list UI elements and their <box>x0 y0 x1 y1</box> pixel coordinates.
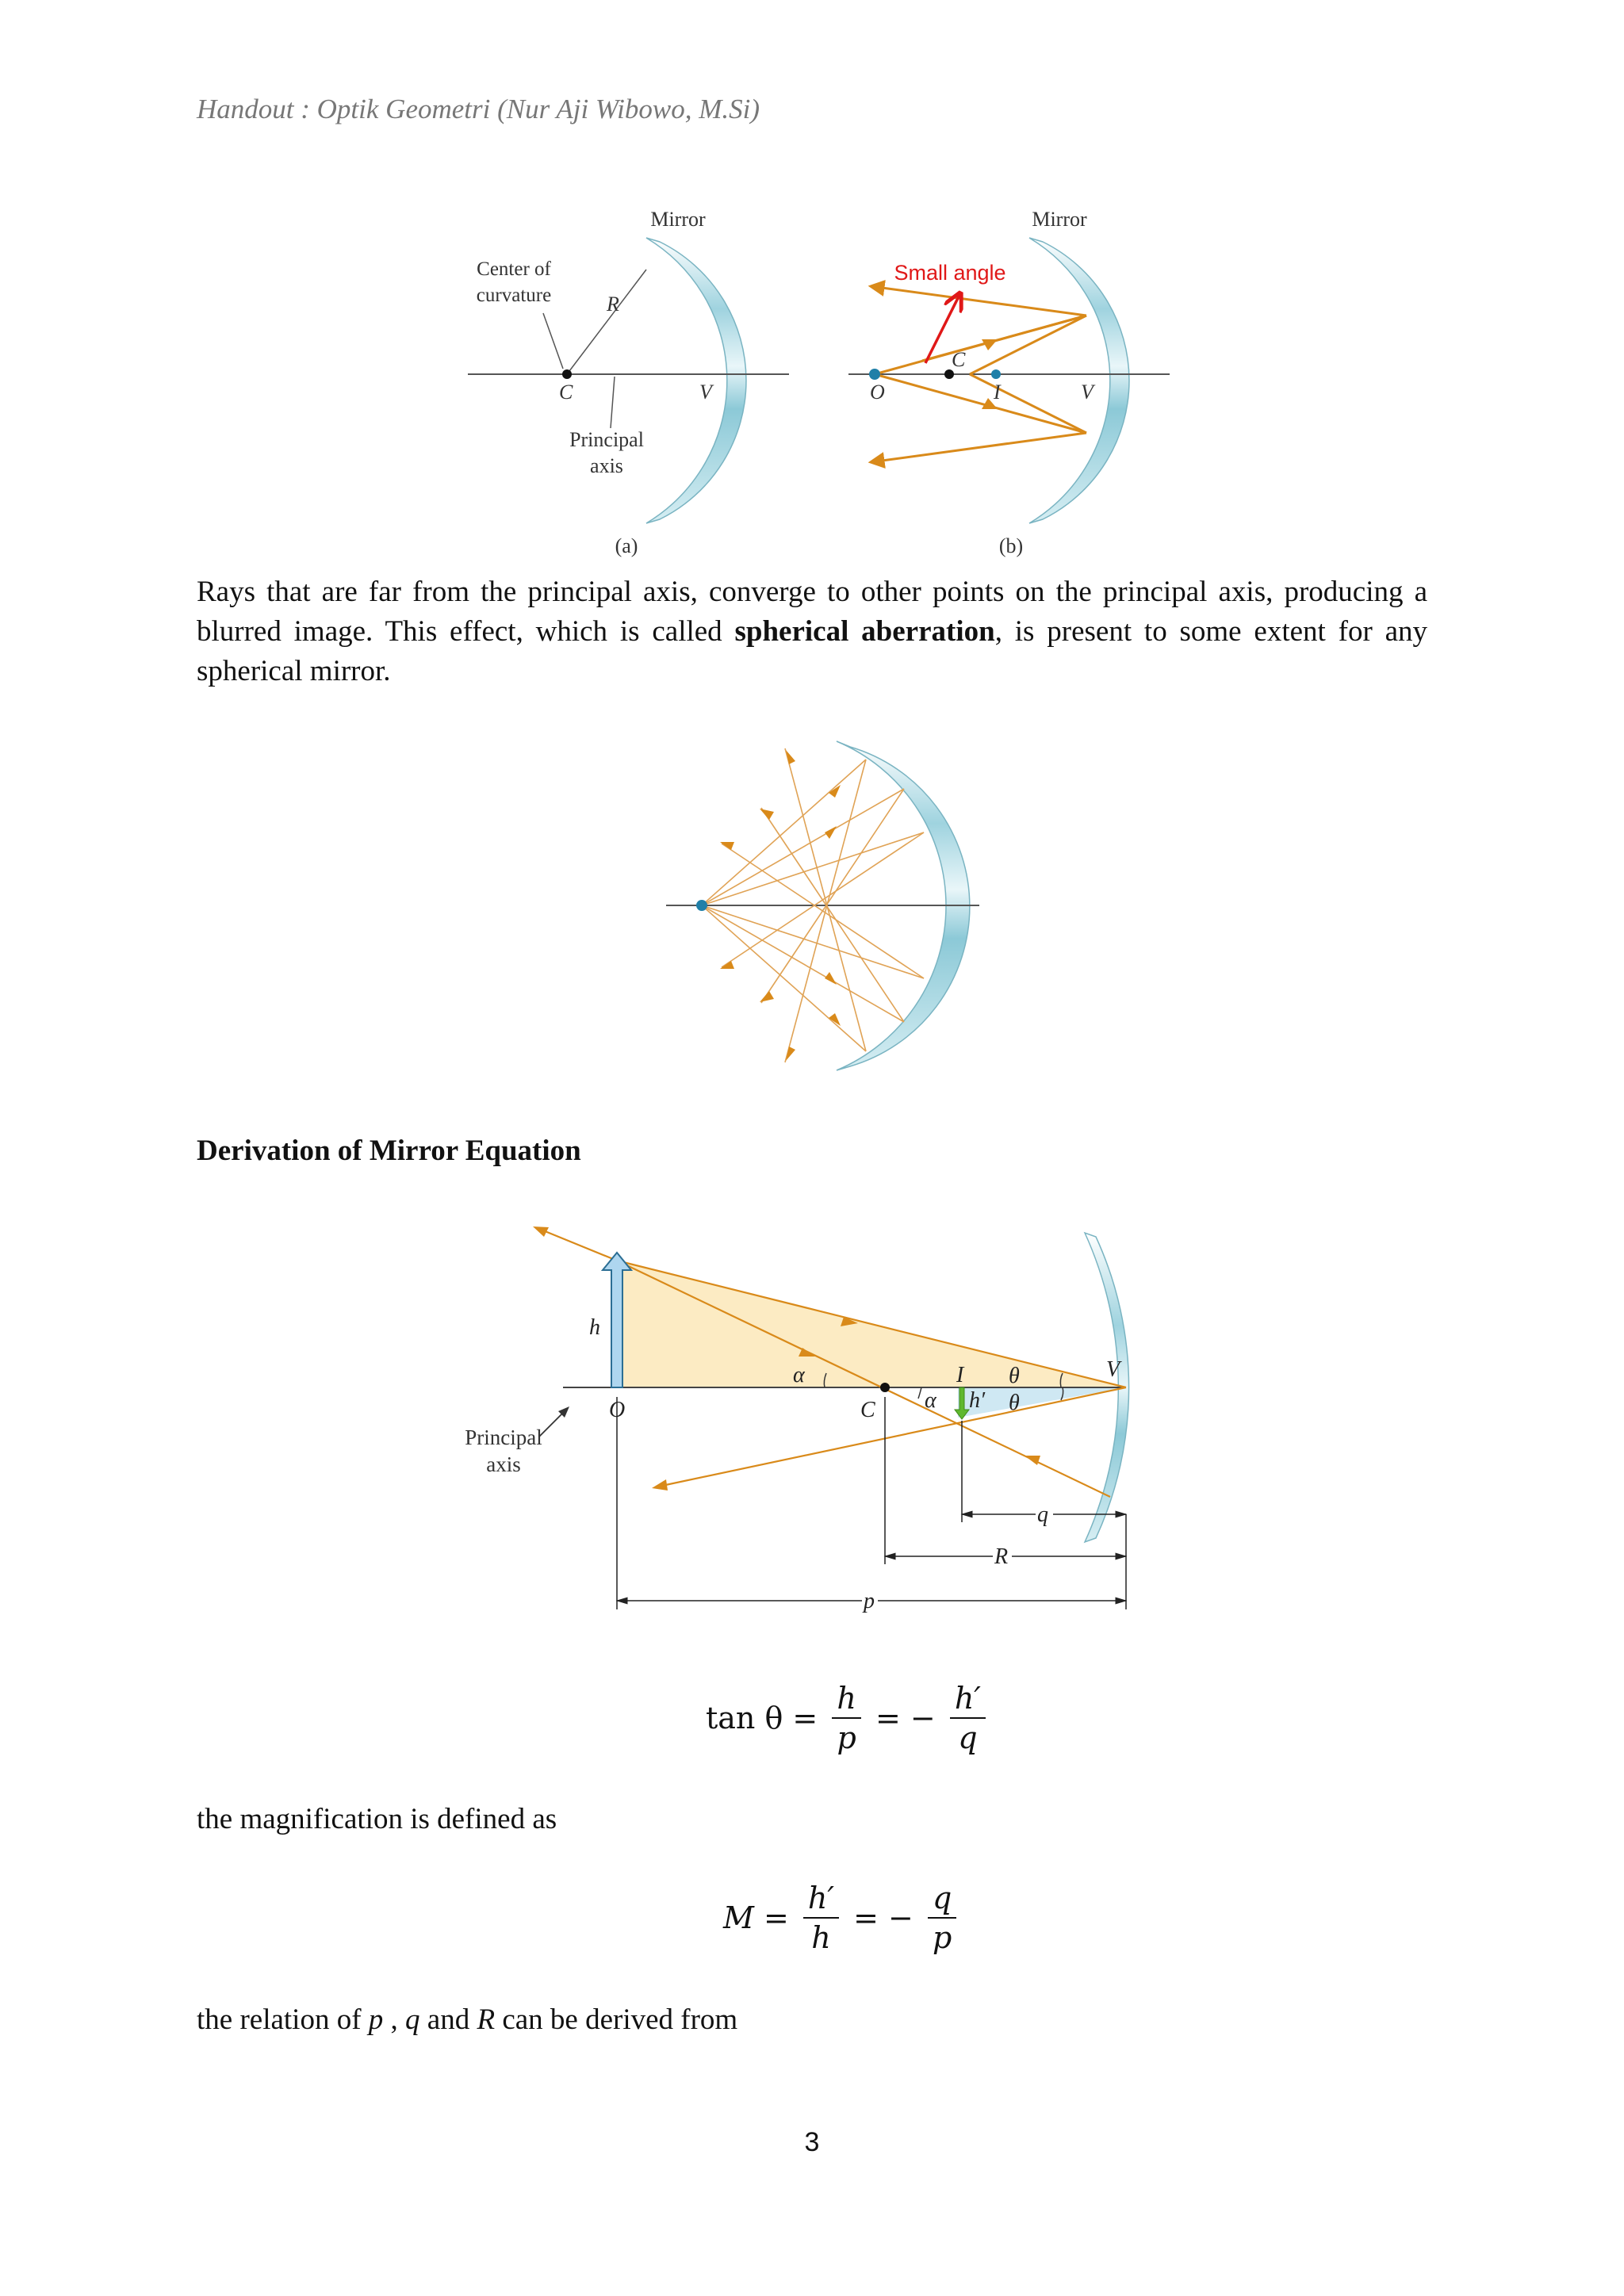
equation-tan-theta <box>706 1679 990 1757</box>
label-I: I <box>956 1363 964 1387</box>
I-label-b: I <box>994 381 1001 404</box>
relation-part1: the relation of <box>197 2003 369 2036</box>
C-label-b: C <box>952 348 966 371</box>
ab-arrow-3 <box>720 961 734 969</box>
relation-part4: can be derived from <box>495 2003 738 2036</box>
paragraph1-text-after: , is present to some extent for any spherical mirror. <box>197 615 1427 687</box>
ab-arrow-4 <box>720 842 734 850</box>
ab-arrow-10 <box>825 972 837 985</box>
relation-part3: and <box>419 2003 477 2036</box>
label-alpha-1: α <box>793 1363 805 1387</box>
label-alpha-2: α <box>925 1388 936 1413</box>
center-point-derivation <box>880 1383 890 1392</box>
paragraph1-text-before: Rays that are far from the principal axis, converge to other points on the principal axis, producing a blurred image. This effect, which is called <box>197 576 1427 648</box>
eq2-fraction-2 <box>928 1879 956 1957</box>
relation-R: R <box>477 2003 496 2036</box>
alpha-arc-2 <box>918 1387 921 1399</box>
section-heading: Derivation of Mirror Equation <box>197 1135 581 1167</box>
label-p: p <box>864 1589 875 1613</box>
relation-text <box>197 2000 1427 2040</box>
caption-a: (a) <box>615 534 638 557</box>
label-q: q <box>1037 1502 1048 1527</box>
ab-arrow-2 <box>760 809 774 820</box>
eq2-f1-num: h′ <box>803 1879 839 1919</box>
eq2-f2-num: q <box>928 1879 956 1919</box>
V-label-a: V <box>699 381 712 404</box>
page-header: Handout : Optik Geometri (Nur Aji Wibowo, M.Si) <box>197 94 760 124</box>
mirror-label-b: Mirror <box>1032 208 1087 231</box>
figure-spherical-aberration <box>666 729 999 1078</box>
eq1-f1-den: p <box>837 1720 856 1755</box>
center-label-2: curvature <box>476 285 552 306</box>
small-angle-label: Small angle <box>894 261 1006 285</box>
ab-ray-12 <box>785 748 866 1051</box>
eq2-lhs: M = <box>723 1900 789 1935</box>
eq2-mid: = − <box>853 1900 914 1935</box>
caption-b: (b) <box>998 534 1024 557</box>
ab-ray-8 <box>722 844 924 978</box>
panel-b <box>848 208 1170 557</box>
object-point-aberration <box>696 900 707 911</box>
ab-ray-5 <box>702 832 924 905</box>
C-label-a: C <box>559 381 573 404</box>
ray-top-back <box>539 1229 617 1261</box>
principal-axis-label-1: Principal <box>465 1425 542 1449</box>
eq1-f1-num: h <box>832 1679 860 1719</box>
paragraph-spherical-aberration <box>197 572 1427 691</box>
ray-arrow-5 <box>1025 1456 1040 1465</box>
center-label-1: Center of <box>477 258 551 280</box>
axis-pointer <box>611 377 615 428</box>
eq1-f2-den: q <box>958 1720 978 1755</box>
relation-p: p <box>368 2003 384 2036</box>
ab-ray-2 <box>761 789 904 1003</box>
ray-b-4 <box>876 433 1086 461</box>
principal-axis-pointer <box>539 1411 565 1437</box>
O-label-b: O <box>870 381 885 404</box>
mirror-a <box>646 238 746 523</box>
label-R: R <box>994 1544 1009 1569</box>
center-point-a <box>562 369 572 379</box>
eq2-fraction-1 <box>803 1879 839 1957</box>
ab-arrow-9 <box>825 826 837 839</box>
ab-arrow-1 <box>760 991 774 1002</box>
R-label-a: R <box>607 293 619 316</box>
equation-magnification <box>723 1879 961 1957</box>
mirror-label-a: Mirror <box>650 208 706 231</box>
eq1-lhs: tan θ = <box>706 1701 818 1735</box>
term-spherical-aberration: spherical aberration <box>734 615 995 648</box>
ab-ray-6 <box>722 832 924 967</box>
label-h: h <box>589 1315 600 1340</box>
eq2-f1-den: h <box>811 1920 831 1955</box>
ray-arrow-1 <box>533 1226 549 1237</box>
eq1-mid: = − <box>875 1701 936 1735</box>
principal-label-2: axis <box>590 454 623 477</box>
ray-arrow-4 <box>652 1479 668 1490</box>
principal-axis-label-2: axis <box>486 1452 521 1476</box>
label-V: V <box>1106 1357 1120 1382</box>
magnification-text: the magnification is defined as <box>197 1803 557 1835</box>
label-C: C <box>860 1398 875 1422</box>
figure-mirror-derivation <box>444 1213 1158 1625</box>
mirror-b <box>1029 238 1129 523</box>
ab-ray-4 <box>761 808 904 1022</box>
eq1-f2-num: h′ <box>950 1679 986 1719</box>
ray-b-3 <box>875 374 1086 433</box>
label-hprime: h′ <box>969 1388 986 1413</box>
center-pointer <box>543 313 563 369</box>
ab-ray-10 <box>785 760 866 1062</box>
panel-a <box>468 208 789 557</box>
relation-q: q <box>405 2003 420 2036</box>
figure-concave-mirror <box>452 198 1182 571</box>
image-point-b <box>991 369 1001 379</box>
V-label-b: V <box>1081 381 1094 404</box>
page-number: 3 <box>804 2127 820 2157</box>
eq2-f2-den: p <box>932 1920 952 1955</box>
ray-b-2 <box>876 287 1086 316</box>
radius-line <box>567 270 646 374</box>
object-point-b <box>869 369 880 380</box>
label-theta-2: θ <box>1009 1391 1020 1415</box>
eq1-fraction-2 <box>950 1679 986 1757</box>
principal-label-1: Principal <box>569 428 644 451</box>
eq1-fraction-1 <box>832 1679 860 1757</box>
label-O: O <box>609 1398 626 1422</box>
relation-part2: , <box>383 2003 406 2036</box>
label-theta-1: θ <box>1009 1364 1020 1388</box>
ab-ray-7 <box>702 905 924 978</box>
